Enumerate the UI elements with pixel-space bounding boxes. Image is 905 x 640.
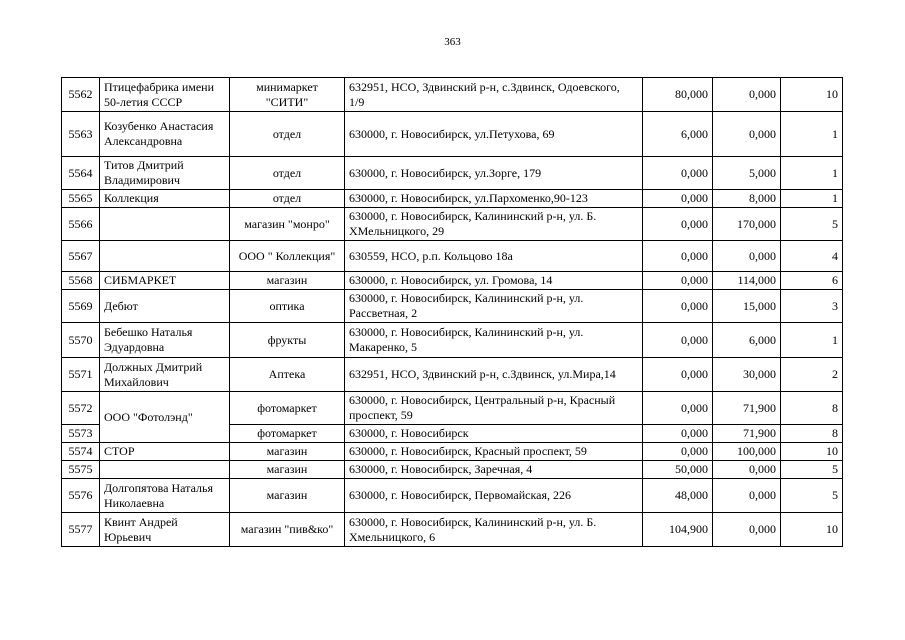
value-2: 100,000: [713, 443, 781, 461]
address: 630000, г. Новосибирск, Красный проспект, 59: [345, 443, 643, 461]
outlet-type: магазин: [230, 443, 345, 461]
value-1: 0,000: [643, 425, 713, 443]
table-row: [62, 157, 843, 190]
value-2: 71,900: [713, 425, 781, 443]
value-3: 5: [781, 461, 843, 479]
value-3: 2: [781, 358, 843, 392]
organization-name: Коллекция: [100, 190, 230, 208]
organization-name: Долгопятова Наталья Николаевна: [100, 479, 230, 513]
page-number: 363: [444, 36, 461, 48]
organization-name: Бебешко Наталья Эдуардовна: [100, 323, 230, 358]
value-3: 1: [781, 323, 843, 358]
table-row: [62, 461, 843, 479]
value-1: 0,000: [643, 241, 713, 272]
table-row: [62, 513, 843, 547]
value-1: 0,000: [643, 323, 713, 358]
outlet-type: фотомаркет: [230, 425, 345, 443]
value-3: 5: [781, 208, 843, 241]
value-2: 0,000: [713, 241, 781, 272]
row-number: 5563: [62, 112, 100, 157]
value-1: 0,000: [643, 358, 713, 392]
table-row: [62, 479, 843, 513]
outlet-type: магазин: [230, 272, 345, 290]
value-2: 170,000: [713, 208, 781, 241]
value-2: 8,000: [713, 190, 781, 208]
row-number: 5564: [62, 157, 100, 190]
address: 630000, г. Новосибирск, Калининский р-н, ул. Б. ХМельницкого, 29: [345, 208, 643, 241]
row-number: 5576: [62, 479, 100, 513]
table-row: [62, 78, 843, 112]
value-1: 0,000: [643, 443, 713, 461]
outlet-type: фотомаркет: [230, 392, 345, 425]
value-1: 50,000: [643, 461, 713, 479]
row-number: 5569: [62, 290, 100, 323]
value-2: 15,000: [713, 290, 781, 323]
outlet-type: магазин "монро": [230, 208, 345, 241]
row-number: 5562: [62, 78, 100, 112]
address: 630000, г. Новосибирск: [345, 425, 643, 443]
row-number: 5567: [62, 241, 100, 272]
row-number: 5574: [62, 443, 100, 461]
value-1: 0,000: [643, 392, 713, 425]
row-number: 5577: [62, 513, 100, 547]
address: 632951, НСО, Здвинский р-н, с.Здвинск, Одоевского, 1/9: [345, 78, 643, 112]
organization-name: Дебют: [100, 290, 230, 323]
value-2: 6,000: [713, 323, 781, 358]
outlet-type: оптика: [230, 290, 345, 323]
table-row: [62, 392, 843, 425]
row-number: 5571: [62, 358, 100, 392]
value-3: 3: [781, 290, 843, 323]
address: 630000, г. Новосибирск, ул.Петухова, 69: [345, 112, 643, 157]
address: 630559, НСО, р.п. Кольцово 18а: [345, 241, 643, 272]
table-row: [62, 241, 843, 272]
outlet-type: магазин "пив&ко": [230, 513, 345, 547]
organization-name: Козубенко Анастасия Александровна: [100, 112, 230, 157]
address: 630000, г. Новосибирск, Калининский р-н, ул. Макаренко, 5: [345, 323, 643, 358]
organization-name: Титов Дмитрий Владимирович: [100, 157, 230, 190]
value-2: 5,000: [713, 157, 781, 190]
value-1: 48,000: [643, 479, 713, 513]
value-1: 0,000: [643, 208, 713, 241]
organization-name: [100, 208, 230, 241]
outlet-type: Аптека: [230, 358, 345, 392]
value-1: 0,000: [643, 190, 713, 208]
address: 630000, г. Новосибирск, ул. Громова, 14: [345, 272, 643, 290]
value-3: 10: [781, 513, 843, 547]
outlet-type: отдел: [230, 157, 345, 190]
value-1: 80,000: [643, 78, 713, 112]
outlet-type: отдел: [230, 190, 345, 208]
value-2: 114,000: [713, 272, 781, 290]
registry-table: [61, 77, 843, 547]
row-number: 5573: [62, 425, 100, 443]
address: 630000, г. Новосибирск, Первомайская, 226: [345, 479, 643, 513]
value-2: 0,000: [713, 112, 781, 157]
table-row: [62, 190, 843, 208]
outlet-type: магазин: [230, 461, 345, 479]
value-3: 1: [781, 112, 843, 157]
row-number: 5566: [62, 208, 100, 241]
value-2: 0,000: [713, 78, 781, 112]
table-row: [62, 443, 843, 461]
value-2: 71,900: [713, 392, 781, 425]
value-3: 8: [781, 392, 843, 425]
value-3: 1: [781, 190, 843, 208]
value-2: 0,000: [713, 479, 781, 513]
organization-name: СИБМАРКЕТ: [100, 272, 230, 290]
outlet-type: фрукты: [230, 323, 345, 358]
organization-name: [100, 461, 230, 479]
value-1: 0,000: [643, 290, 713, 323]
outlet-type: минимаркет "СИТИ": [230, 78, 345, 112]
value-1: 6,000: [643, 112, 713, 157]
value-3: 10: [781, 443, 843, 461]
value-3: 8: [781, 425, 843, 443]
table-row: [62, 323, 843, 358]
organization-name: СТОР: [100, 443, 230, 461]
outlet-type: магазин: [230, 479, 345, 513]
value-1: 0,000: [643, 157, 713, 190]
address: 630000, г. Новосибирск, Центральный р-н, Красный проспект, 59: [345, 392, 643, 425]
value-3: 1: [781, 157, 843, 190]
address: 630000, г. Новосибирск, Заречная, 4: [345, 461, 643, 479]
address: 630000, г. Новосибирск, ул.Зорге, 179: [345, 157, 643, 190]
organization-name: Должных Дмитрий Михайлович: [100, 358, 230, 392]
organization-name: Птицефабрика имени 50-летия СССР: [100, 78, 230, 112]
value-3: 5: [781, 479, 843, 513]
value-2: 0,000: [713, 513, 781, 547]
row-number: 5575: [62, 461, 100, 479]
row-number: 5568: [62, 272, 100, 290]
value-3: 10: [781, 78, 843, 112]
outlet-type: отдел: [230, 112, 345, 157]
address: 632951, НСО, Здвинский р-н, с.Здвинск, ул.Мира,14: [345, 358, 643, 392]
row-number: 5570: [62, 323, 100, 358]
table-row: [62, 208, 843, 241]
organization-name: Квинт Андрей Юрьевич: [100, 513, 230, 547]
value-2: 0,000: [713, 461, 781, 479]
organization-name: [100, 241, 230, 272]
table-row: [62, 358, 843, 392]
organization-name: ООО "Фотолэнд": [100, 392, 230, 443]
table-row: [62, 272, 843, 290]
address: 630000, г. Новосибирск, Калининский р-н, ул. Рассветная, 2: [345, 290, 643, 323]
value-2: 30,000: [713, 358, 781, 392]
outlet-type: ООО " Коллекция": [230, 241, 345, 272]
row-number: 5565: [62, 190, 100, 208]
address: 630000, г. Новосибирск, ул.Пархоменко,90-123: [345, 190, 643, 208]
table-row: [62, 290, 843, 323]
value-1: 104,900: [643, 513, 713, 547]
value-3: 4: [781, 241, 843, 272]
table-row: [62, 112, 843, 157]
value-1: 0,000: [643, 272, 713, 290]
row-number: 5572: [62, 392, 100, 425]
address: 630000, г. Новосибирск, Калининский р-н, ул. Б. Хмельницкого, 6: [345, 513, 643, 547]
value-3: 6: [781, 272, 843, 290]
